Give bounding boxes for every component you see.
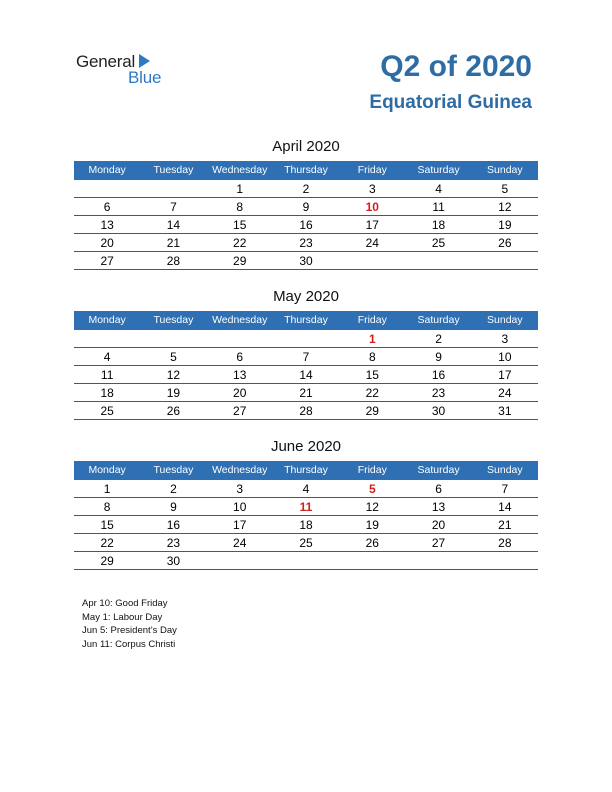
day-cell: 11 [100, 368, 114, 382]
day-cell: 3 [501, 332, 509, 346]
day-cell: 15 [100, 518, 114, 532]
weekday-label: Friday [357, 314, 387, 326]
month-block-may [74, 288, 538, 420]
month-block-april [74, 138, 538, 270]
weekday-label: Saturday [417, 464, 460, 476]
page-title: Q2 of 2020 [380, 50, 532, 83]
day-cell: 19 [365, 518, 379, 532]
weekday-label: Wednesday [212, 314, 268, 326]
month-title: April 2020 [272, 138, 340, 155]
day-cell [472, 252, 538, 270]
day-cell: 16 [166, 518, 181, 532]
day-cell: 17 [233, 518, 247, 532]
day-cell: 16 [299, 218, 313, 232]
day-cell: 2 [435, 332, 442, 346]
day-cell [339, 552, 405, 570]
day-cell: 12 [365, 500, 379, 514]
day-cell: 5 [501, 182, 509, 196]
weekday-label: Tuesday [153, 314, 194, 326]
day-cell: 21 [299, 386, 313, 400]
day-cell: 6 [236, 350, 244, 364]
weekday-label: Monday [88, 164, 126, 176]
day-cell: 8 [236, 200, 244, 214]
day-cell: 28 [166, 254, 181, 268]
week-row [74, 234, 538, 252]
holiday-note: Jun 5: President’s Day [82, 625, 177, 637]
weekday-label: Wednesday [212, 164, 268, 176]
day-cell: 25 [299, 536, 313, 550]
week-row [74, 198, 538, 216]
day-cell: 25 [100, 404, 114, 418]
day-cell: 20 [233, 386, 247, 400]
day-cell: 7 [302, 350, 310, 364]
day-cell: 22 [365, 386, 379, 400]
day-cell: 11 [432, 200, 445, 214]
week-row [74, 552, 538, 570]
day-cell: 30 [299, 254, 313, 268]
day-cell: 3 [236, 482, 244, 496]
day-cell: 18 [100, 386, 114, 400]
day-cell [339, 252, 405, 270]
weekday-label: Sunday [487, 314, 523, 326]
holiday-notes [82, 597, 177, 651]
day-cell: 26 [365, 536, 379, 550]
brand-logo [76, 52, 186, 92]
day-cell: 18 [299, 518, 313, 532]
day-cell: 24 [365, 236, 379, 250]
weekday-label: Thursday [284, 314, 328, 326]
day-cell [405, 252, 471, 270]
holiday-day-cell: 10 [365, 200, 379, 214]
day-cell: 14 [166, 218, 181, 232]
day-cell: 15 [233, 218, 247, 232]
day-cell: 13 [233, 368, 247, 382]
weekday-header [74, 311, 538, 330]
week-row [74, 498, 538, 516]
day-cell [140, 180, 206, 198]
day-cell [273, 552, 339, 570]
day-cell: 26 [166, 404, 181, 418]
day-cell: 13 [431, 500, 446, 514]
day-cell: 5 [170, 350, 177, 364]
day-cell: 26 [498, 236, 512, 250]
day-cell: 30 [431, 404, 446, 418]
day-cell: 9 [302, 200, 310, 214]
day-cell: 2 [302, 182, 310, 196]
weekday-label: Saturday [417, 314, 460, 326]
day-cell: 28 [299, 404, 313, 418]
week-row [74, 480, 538, 498]
day-cell: 22 [100, 536, 114, 550]
day-cell: 30 [166, 554, 181, 568]
weekday-label: Monday [88, 464, 126, 476]
day-cell: 21 [166, 236, 181, 250]
week-row [74, 516, 538, 534]
logo-text-general: General [76, 52, 136, 71]
day-cell: 15 [365, 368, 379, 382]
month-title: June 2020 [270, 438, 342, 455]
week-row [74, 180, 538, 198]
holiday-day-cell: 5 [368, 482, 376, 496]
weekday-label: Thursday [284, 164, 328, 176]
day-cell: 18 [431, 218, 446, 232]
day-cell: 24 [498, 386, 512, 400]
day-cell: 7 [501, 482, 509, 496]
holiday-note: May 1: Labour Day [82, 611, 163, 623]
day-cell: 10 [233, 500, 247, 514]
day-cell: 1 [236, 182, 244, 196]
day-cell: 17 [498, 368, 512, 382]
weekday-header [74, 461, 538, 480]
day-cell [74, 180, 140, 198]
day-cell: 7 [170, 200, 177, 214]
day-cell: 4 [103, 350, 111, 364]
holiday-day-cell: 11 [299, 500, 313, 514]
day-cell: 13 [100, 218, 114, 232]
day-cell: 4 [302, 482, 310, 496]
day-cell: 25 [431, 236, 446, 250]
month-block-june [74, 438, 538, 570]
day-cell: 19 [498, 218, 512, 232]
weekday-label: Tuesday [153, 464, 194, 476]
day-cell: 2 [170, 482, 177, 496]
weekday-label: Sunday [487, 464, 523, 476]
day-cell: 29 [233, 254, 247, 268]
week-row [74, 330, 538, 348]
holiday-note: Jun 11: Corpus Christi [82, 638, 176, 650]
day-cell: 6 [103, 200, 111, 214]
day-cell: 22 [233, 236, 247, 250]
day-cell: 4 [435, 182, 442, 196]
day-cell: 14 [498, 500, 512, 514]
day-cell [207, 552, 273, 570]
day-cell: 12 [498, 200, 512, 214]
week-row [74, 534, 538, 552]
weekday-label: Friday [357, 464, 387, 476]
day-cell: 17 [365, 218, 379, 232]
page-subtitle: Equatorial Guinea [369, 92, 532, 113]
day-cell: 31 [498, 404, 512, 418]
week-row [74, 384, 538, 402]
day-cell: 24 [233, 536, 247, 550]
logo-triangle-icon [139, 54, 150, 68]
weekday-header [74, 161, 538, 180]
weekday-label: Monday [88, 314, 126, 326]
week-row [74, 348, 538, 366]
week-row [74, 252, 538, 270]
week-row [74, 216, 538, 234]
day-cell: 9 [170, 500, 177, 514]
day-cell [207, 330, 273, 348]
day-cell: 10 [498, 350, 512, 364]
day-cell: 27 [100, 254, 114, 268]
day-cell: 23 [299, 236, 313, 250]
day-cell [472, 552, 538, 570]
day-cell [405, 552, 471, 570]
logo-text-blue: Blue [128, 68, 162, 87]
day-cell: 29 [100, 554, 114, 568]
day-cell: 29 [365, 404, 379, 418]
day-cell: 20 [100, 236, 114, 250]
day-cell: 21 [498, 518, 512, 532]
weekday-label: Wednesday [212, 464, 268, 476]
weekday-label: Tuesday [153, 164, 194, 176]
day-cell: 28 [498, 536, 512, 550]
day-cell: 8 [103, 500, 111, 514]
week-row [74, 402, 538, 420]
holiday-day-cell: 1 [368, 332, 376, 346]
day-cell: 14 [299, 368, 313, 382]
day-cell [140, 330, 206, 348]
day-cell: 8 [368, 350, 376, 364]
day-cell: 12 [166, 368, 181, 382]
weekday-label: Saturday [417, 164, 460, 176]
day-cell [273, 330, 339, 348]
day-cell: 19 [166, 386, 181, 400]
month-title: May 2020 [273, 288, 339, 305]
day-cell: 16 [431, 368, 446, 382]
day-cell [74, 330, 140, 348]
day-cell: 6 [435, 482, 442, 496]
day-cell: 20 [431, 518, 446, 532]
weekday-label: Thursday [284, 464, 328, 476]
day-cell: 1 [103, 482, 111, 496]
day-cell: 9 [435, 350, 442, 364]
day-cell: 27 [431, 536, 446, 550]
weekday-label: Sunday [487, 164, 523, 176]
day-cell: 3 [368, 182, 376, 196]
holiday-note: Apr 10: Good Friday [82, 598, 168, 609]
day-cell: 23 [166, 536, 181, 550]
day-cell: 27 [233, 404, 247, 418]
day-cell: 23 [431, 386, 446, 400]
weekday-label: Friday [357, 164, 387, 176]
week-row [74, 366, 538, 384]
